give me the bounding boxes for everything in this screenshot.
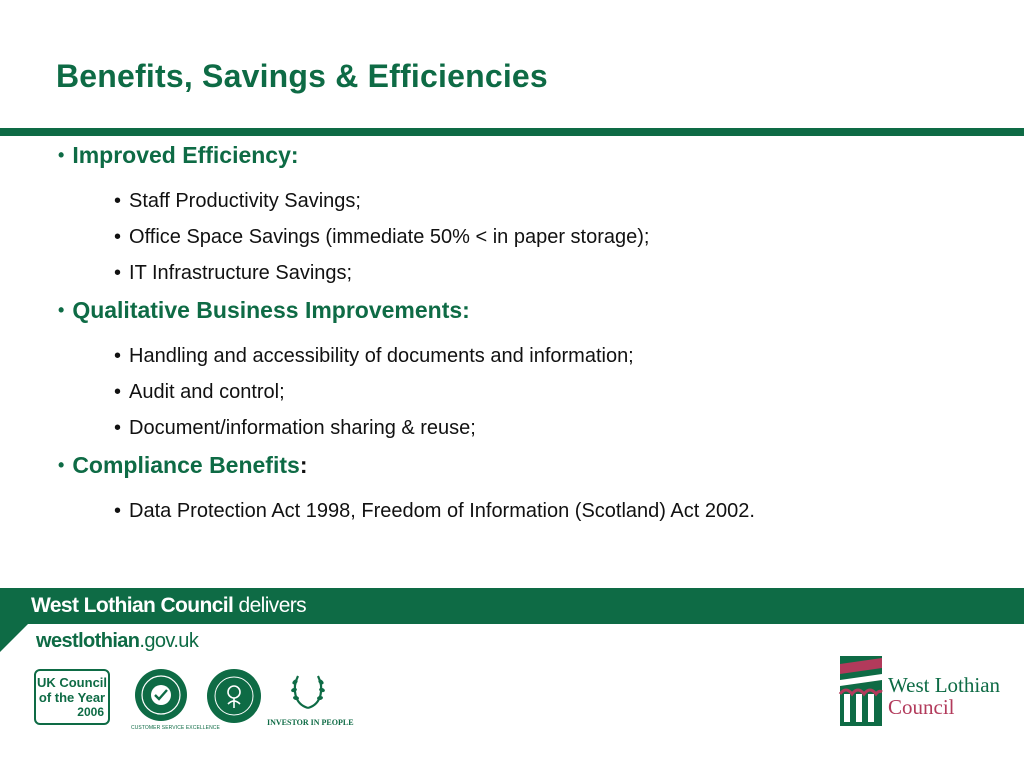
- footer-brand: West Lothian Council delivers: [31, 594, 307, 617]
- uk-council-of-year-award-badge: UK Council of the Year 2006: [34, 669, 110, 725]
- list-item: • Document/information sharing & reuse;: [114, 417, 476, 439]
- list-item: • Audit and control;: [114, 381, 285, 403]
- logo-wordmark: West Lothian Council: [888, 673, 1001, 719]
- health-award-seal-icon: [206, 668, 262, 724]
- list-item: • IT Infrastructure Savings;: [114, 262, 353, 284]
- list-item: • Staff Productivity Savings;: [114, 190, 361, 212]
- list-item: • Data Protection Act 1998, Freedom of Information (Scotland) Act 2002.: [114, 500, 755, 522]
- investor-in-people-caption: INVESTOR IN PEOPLE: [267, 718, 354, 727]
- title-divider: [0, 128, 1024, 136]
- section-heading-qualitative-improvements: • Qualitative Business Improvements:: [58, 297, 470, 323]
- section-heading-compliance-benefits: • Compliance Benefits:: [58, 452, 308, 478]
- investor-in-people-laurel-icon: [286, 668, 330, 714]
- footer-wedge: [0, 624, 28, 652]
- bullet: •: [58, 145, 65, 165]
- charter-mark-caption: CUSTOMER SERVICE EXCELLENCE: [131, 725, 220, 731]
- footer-url: westlothian.gov.uk: [36, 630, 199, 652]
- section-heading-improved-efficiency: • Improved Efficiency:: [58, 142, 299, 168]
- list-item: • Handling and accessibility of documents and information;: [114, 345, 634, 367]
- charter-mark-seal-icon: [134, 668, 188, 722]
- list-item: • Office Space Savings (immediate 50% < in paper storage);: [114, 226, 650, 248]
- slide-title: Benefits, Savings & Efficiencies: [56, 58, 548, 94]
